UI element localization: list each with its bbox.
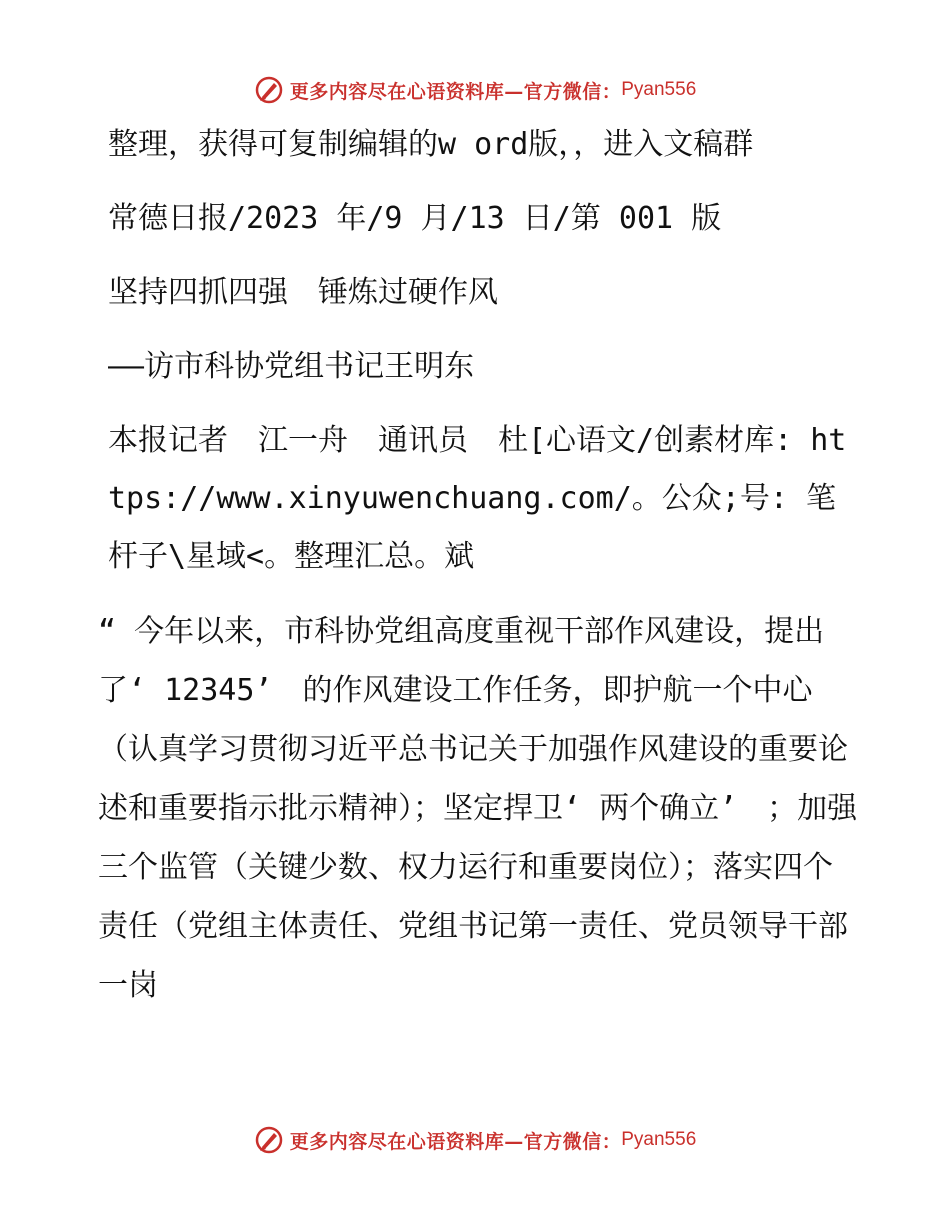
banner-text: 更多内容尽在心语资料库—官方微信：	[289, 1130, 622, 1153]
pen-logo-icon	[254, 1125, 284, 1155]
body-paragraph: “ 今年以来，市科协党组高度重视干部作风建设，提出了‘ 12345’ 的作风建设工作任务，即护航一个中心（认真学习贯彻习近平总书记关于加强作风建设的重要论述和重要指示批示精神）；坚定捍卫‘ 两个确立’ ；加强三个监管（关键少数、权力运行和重要岗位）；落实四个责任（党组主体责任、党组书记第一责任、党员领导干部一岗	[98, 614, 858, 1003]
article-subheadline: ——访市科协党组书记王明东	[108, 349, 475, 384]
intro-paragraph: 整理，获得可复制编辑的w ord版，，进入文稿群	[108, 127, 754, 162]
footer-watermark-banner	[0, 1120, 950, 1160]
banner-wechat-id: Pyan556	[621, 79, 697, 100]
banner-wechat-id: Pyan556	[621, 1129, 697, 1150]
source-line: 常德日报/2023 年/9 月/13 日/第 001 版	[108, 201, 722, 236]
header-watermark-banner	[0, 70, 950, 110]
byline-paragraph: 本报记者 江一舟 通讯员 杜[心语文/创素材库: https://www.xinyuwenchuang.com/。公众;号: 笔杆子\星域<。整理汇总。斌	[108, 423, 847, 574]
banner-text: 更多内容尽在心语资料库—官方微信：	[289, 80, 622, 103]
document-body	[98, 116, 858, 1015]
article-headline: 坚持四抓四强 锤炼过硬作风	[108, 275, 498, 310]
pen-logo-icon	[254, 75, 284, 105]
